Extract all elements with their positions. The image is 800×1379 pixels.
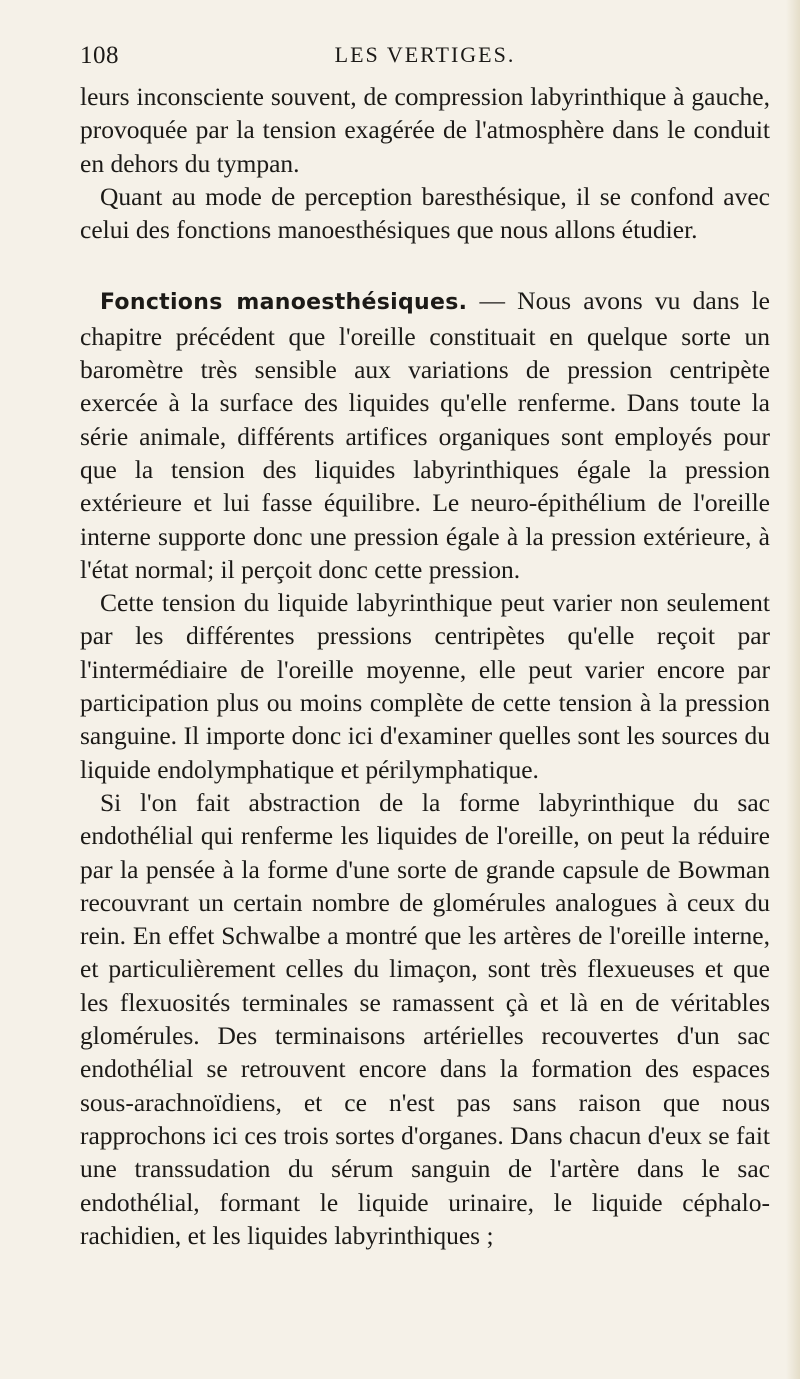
running-title: LES VERTIGES. — [334, 42, 516, 67]
page-edge-shadow — [786, 0, 800, 1379]
page-header — [80, 42, 770, 78]
body-text — [80, 80, 770, 1252]
paragraph-bowman: Si l'on fait abstraction de la forme labyrinthique du sac endothélial qui renferme les liquides de l'oreille, on peut la réduire par la pensée à la forme d'une sorte de grande capsule de Bowman recouvrant un certain nombre de glomérules analogues à ceux du rein. En effet Schwalbe a montré que les artères de l'oreille interne, et particulièrement celles du limaçon, sont très flexueuses et que les flexuosités terminales se ramassent çà et là en de véritables glomérules. Des terminaisons artérielles recouvertes d'un sac endothélial se retrouvent encore dans la formation des espaces sous-arachnoïdiens, et ce n'est pas sans raison que nous rapprochons ici ces trois sortes d'organes. Dans chacun d'eux se fait une transsudation du sérum sanguin de l'artère dans le sac endothélial, formant le liquide urinaire, le liquide céphalo-rachidien, et les liquides labyrinthiques ; — [80, 787, 770, 1250]
paragraph-continuation: leurs inconsciente souvent, de compression labyrinthique à gauche, provoquée par la tension exagérée de l'atmosphère dans le conduit en dehors du tympan. — [80, 82, 770, 178]
section-heading: Fonctions manoesthésiques. — [100, 290, 468, 316]
paragraph-section-start — [80, 284, 770, 586]
section-text: — Nous avons vu dans le chapitre précédent que l'oreille constituait en quelque sorte un baromètre très sensible aux variations de pression centripète exercée à la surface des liquides qu'elle renferme. Dans toute la série animale, différents artifices organiques sont employés pour que la tension des liquides labyrinthiques égale la pression extérieure et lui fasse équilibre. Le neuro-épithélium de l'oreille interne supporte donc une pression égale à la pression extérieure, à l'état normal; il perçoit donc cette pression. — [80, 286, 770, 584]
page-number: 108 — [80, 42, 119, 69]
paragraph-tension: Cette tension du liquide labyrinthique peut varier non seulement par les différentes pressions centripètes qu'elle reçoit par l'intermédiaire de l'oreille moyenne, elle peut varier encore par participation plus ou moins complète de cette tension à la pression sanguine. Il importe donc ici d'examiner quelles sont les sources du liquide endolymphatique et périlymphatique. — [80, 588, 770, 784]
paragraph-perception: Quant au mode de perception baresthésique, il se confond avec celui des fonctions manoesthésiques que nous allons étudier. — [80, 181, 770, 245]
